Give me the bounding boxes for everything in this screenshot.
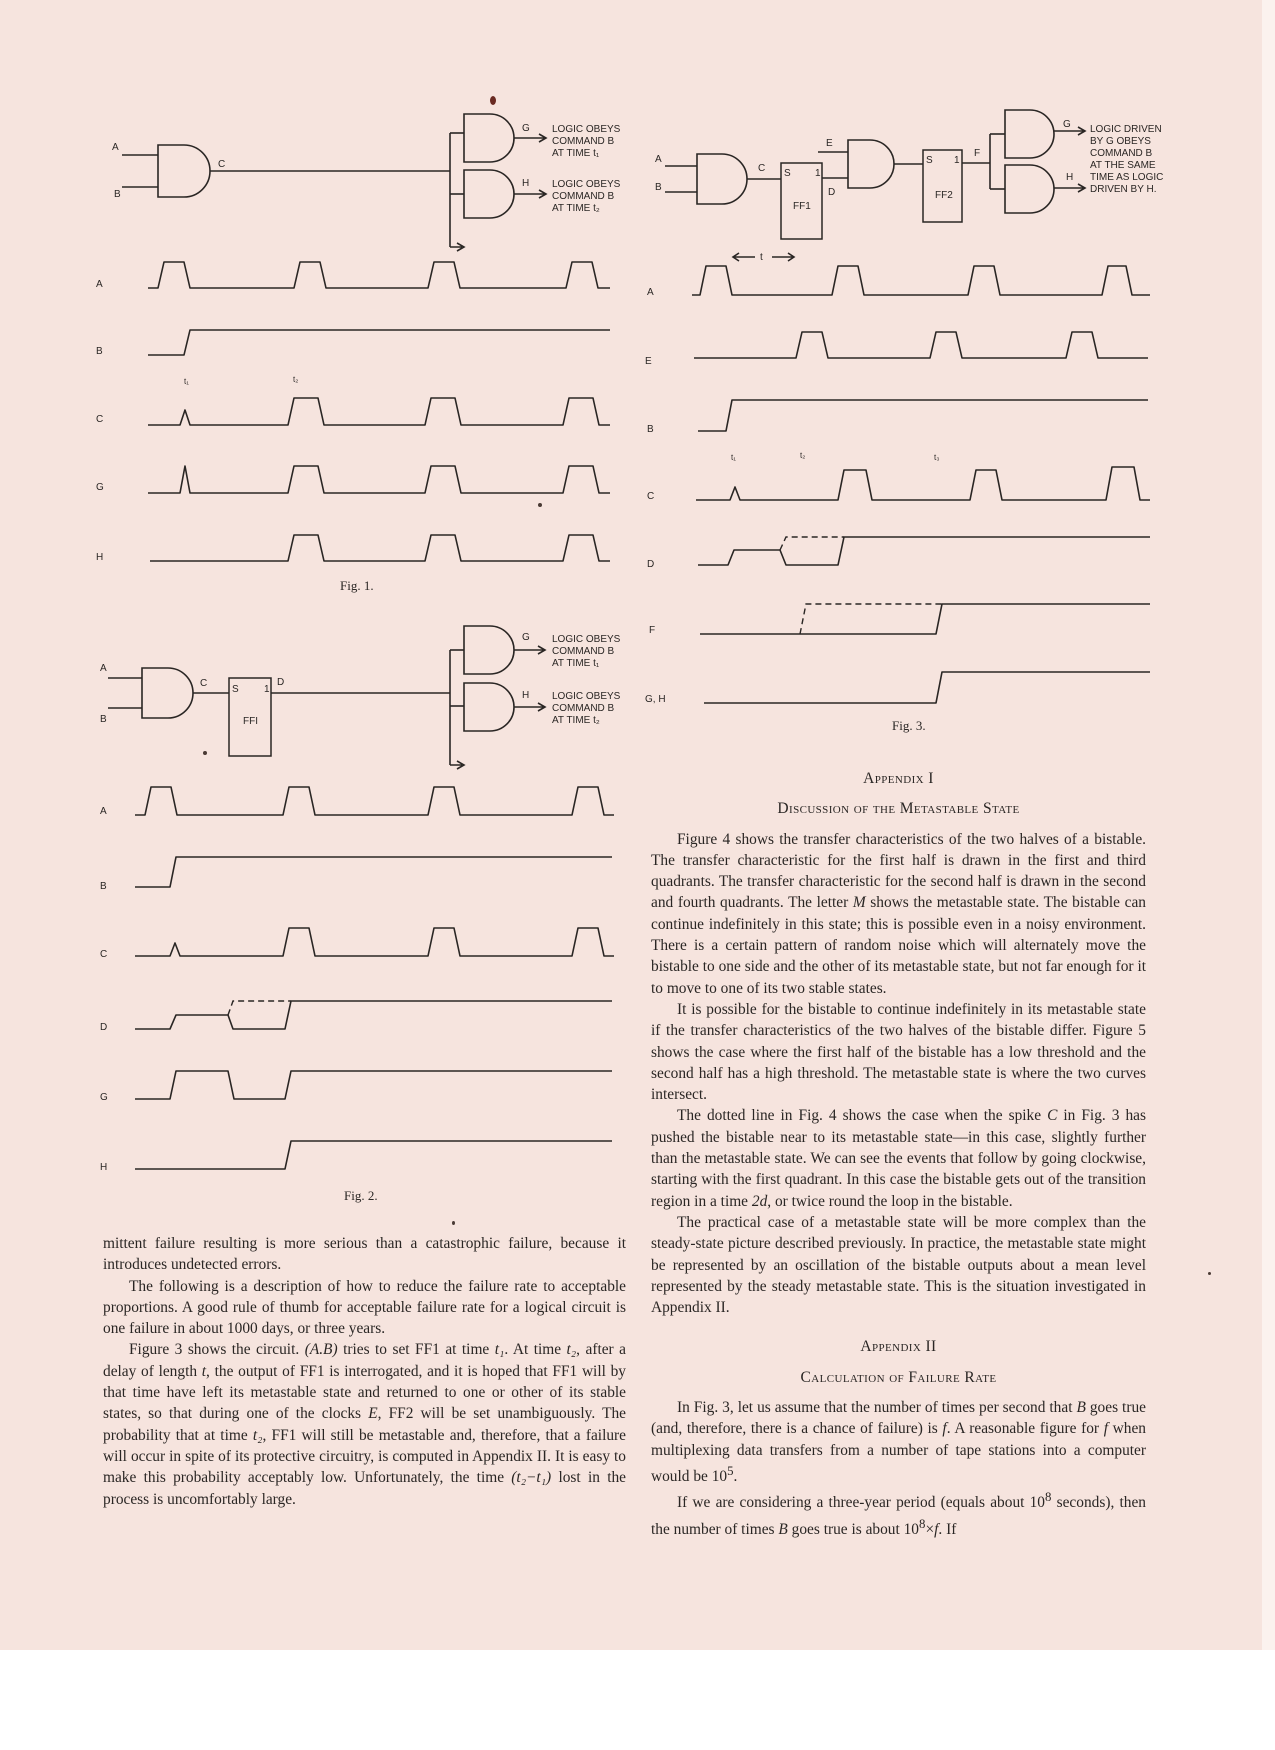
ink-speck [203,751,207,755]
fig3-sig-d: D [647,559,655,570]
fig2-sig-b: B [100,881,107,892]
fig2-ff-1: 1 [264,684,270,695]
fig1-wave-c [148,398,610,425]
fig2-g-note-3: AT TIME t₁ [552,658,600,669]
fig1-g-note-2: COMMAND B [552,136,615,147]
fig1-h-note-1: LOGIC OBEYS [552,179,621,190]
fig3-gate-h [1005,165,1054,213]
fig3-out-g-label: G [1063,119,1071,130]
fig3-note-6: DRIVEN BY H. [1090,184,1157,195]
fig3-out-h-label: H [1066,172,1074,183]
fig2-wave-b [135,857,612,887]
fig2-and-gate [142,668,193,718]
fig3-wave-d [698,537,1150,565]
fig3-timing [645,266,1150,733]
fig2-gate-h [464,683,514,731]
fig3-note-2: BY G OBEYS [1090,136,1151,147]
fig3-sig-b: B [647,424,654,435]
fig2-ff-out-d: D [277,677,285,688]
fig3-input-a-label: A [655,154,662,165]
right-paragraph-6: If we are considering a three-year period (equals about $10^8$ seconds), then the number of times B goes true is about $10^8\times f$. If [651,1490,1146,1538]
fig3-note-4: AT THE SAME [1090,160,1156,171]
fig3-wave-f [700,604,1150,634]
fig3-and-gate [697,154,747,204]
fig2-sig-a: A [100,806,107,817]
fig2-circuit [100,626,621,769]
right-text-column [651,768,1146,1540]
fig2-sig-c: C [100,949,108,960]
fig2-ff-s: S [232,684,239,695]
fig2-wave-g [135,1071,612,1099]
right-paragraph-2: It is possible for the bistable to continue indefinitely in its metastable state if the transfer characteristics of the two halves of the bistable differ. Figure 5 shows the case where the first half of the bistable has a low threshold and the second half has a high threshold. The metastable state is where the two curves intersect. [651,1000,1146,1104]
appendix1-subtitle: Discussion of the Metastable State [777,800,1020,818]
fig3-ff2-1: 1 [954,155,960,166]
fig3-interval-label: t [760,252,763,263]
fig2-h-note-1: LOGIC OBEYS [552,691,621,702]
fig1-wave-b [148,330,610,355]
fig3-ff2-name: FF2 [935,190,953,201]
fig1-gate-h [464,170,514,218]
fig1-wave-g [148,466,610,493]
fig3-wave-c [696,467,1150,500]
fig3-gate-c-label: C [758,163,766,174]
right-paragraph-3: The dotted line in Fig. 4 shows the case when the spike C in Fig. 3 has pushed the bistable near to its metastable state—in this case, slightly further than the metastable state. We can see the events that follow by going clockwise, starting with the first quadrant. In this case the bistable gets out of the transition region in a time 2d, or twice round the loop in the bistable. [651,1107,1146,1210]
fig2-wave-d [135,1001,612,1029]
fig2-sig-h: H [100,1162,108,1173]
fig1-out-g-label: G [522,123,530,134]
fig2-input-b-label: B [100,714,107,725]
fig2-wave-c [135,928,614,956]
fig3-sig-c: C [647,491,655,502]
fig1-sig-g: G [96,482,104,493]
right-paragraph-1: Figure 4 shows the transfer characteristics of the two halves of a bistable. The transfer characteristic for the first half is drawn in the first and third quadrants. The transfer characteristic for the second half is drawn in the second and fourth quadrants. The letter M shows the metastable state. The bistable can continue indefinitely in this state; this is possible even in a noisy environment. There is a certain pattern of random noise which will alternately move the bistable to one side and the other of its metastable state, but not far enough for it to move to one of its two stable states. [651,830,1146,997]
fig3-clock-e: E [826,138,833,149]
fig3-ff1-s: S [784,168,791,179]
right-paragraph-5: In Fig. 3, let us assume that the number of times per second that B goes true (and, therefore, there is a chance of failure) is f. A reasonable figure for f when multiplexing data transfers from a number of tape stations into a computer would be $10^5$. [651,1399,1146,1486]
fig1-sig-h: H [96,552,104,563]
fig2-out-h-label: H [522,690,530,701]
fig3-time-t2: t₂ [800,451,806,460]
fig2-wave-d-dotted [228,1001,291,1015]
fig2-caption: Fig. 2. [344,1188,378,1203]
fig3-sig-f: F [649,625,656,636]
fig1-out-h-label: H [522,178,530,189]
left-text-column [103,1233,626,1510]
fig2-gate-g [464,626,514,674]
fig1-time-t1: t₁ [184,377,189,386]
ink-speck [1208,1272,1211,1275]
ink-speck [538,503,542,507]
fig1-h-note-3: AT TIME t₂ [552,203,600,214]
fig1-input-b-label: B [114,189,121,200]
fig3-wave-b [698,400,1148,431]
fig2-h-note-3: AT TIME t₂ [552,715,600,726]
fig2-out-g-label: G [522,632,530,643]
fig3-wave-gh [704,672,1150,703]
appendix2-subtitle: Calculation of Failure Rate [800,1368,997,1386]
fig3-wave-e [694,332,1148,358]
ink-mark [490,96,496,105]
fig3-ff1-out-d: D [828,187,836,198]
fig2-g-note-2: COMMAND B [552,646,615,657]
fig3-ff2-out-f: F [974,148,981,159]
fig3-sig-e: E [645,356,652,367]
fig3-note-5: TIME AS LOGIC [1090,172,1164,183]
left-paragraph-1: mittent failure resulting is more serious than a catastrophic failure, because it introduces undetected errors. [103,1235,626,1274]
fig3-circuit [655,110,1163,263]
right-paragraph-4: The practical case of a metastable state will be more complex than the steady-state picture described previously. In practice, the metastable state might be represented by an oscillation of the bistable outputs about a mean level represented by the steady metastable state. This is the situation investigated in Appendix II. [651,1213,1146,1317]
fig2-sig-d: D [100,1022,108,1033]
fig3-ff1-1: 1 [815,168,821,179]
fig3-gate-g [1005,110,1054,158]
fig3-wave-d-dotted [780,537,844,550]
fig1-h-note-2: COMMAND B [552,191,615,202]
fig1-gate-g [464,114,514,162]
fig3-caption: Fig. 3. [892,718,926,733]
fig1-input-a-label: A [112,142,119,153]
fig3-time-t3: t₃ [934,453,940,462]
fig3-time-t1: t₁ [731,453,736,462]
fig1-sig-b: B [96,346,103,357]
fig1-sig-c: C [96,414,104,425]
fig2-ff-name: FFI [243,716,258,727]
fig3-sig-a: A [647,287,654,298]
fig1-caption: Fig. 1. [340,578,374,593]
fig2-input-a-label: A [100,663,107,674]
fig1-g-note-3: AT TIME t₁ [552,148,600,159]
fig2-h-note-2: COMMAND B [552,703,615,714]
fig1-gate-c-label: C [218,159,226,170]
fig1-sig-a: A [96,279,103,290]
fig3-input-b-label: B [655,182,662,193]
fig3-ff1-name: FF1 [793,201,811,212]
fig2-gate-c-label: C [200,678,208,689]
fig1-wave-a [148,262,610,288]
ink-speck [452,1221,455,1225]
fig1-and-gate [158,145,210,197]
fig1-wave-h [150,535,610,561]
appendix2-title: Appendix II [860,1338,937,1356]
appendix1-title: Appendix I [863,770,934,787]
fig2-timing [100,787,614,1203]
left-paragraph-2: The following is a description of how to reduce the failure rate to acceptable proportions. A good rule of thumb for acceptable failure rate for a logical circuit is one failure in about 1000 days, or three years. [103,1277,626,1338]
fig3-wave-f-dotted [800,604,942,634]
fig3-wave-a [692,266,1150,295]
fig2-wave-a [135,787,614,815]
left-paragraph-3: Figure 3 shows the circuit. (A.B) tries to set FF1 at time t₁. At time t₂, after a delay of length t, the output of FF1 is interrogated, and it is hoped that FF1 will by that time have left its metastable state and returned to one or other of its stable states, so that during one of the clocks E, FF2 will be set unambiguously. The probability that at time t₂, FF1 will still be metastable and, therefore, that a failure will occur in spite of its protective circuitry, is computed in Appendix II. It is easy to make this probability acceptably low. Unfortunately, the time (t₂−t₁) lost in the process is uncomfortably large. [103,1341,626,1508]
fig1-timing [96,262,610,593]
fig3-sig-gh: G, H [645,694,666,705]
fig1-circuit [112,114,621,251]
fig2-sig-g: G [100,1092,108,1103]
fig3-ff2-s: S [926,155,933,166]
fig1-g-note-1: LOGIC OBEYS [552,124,621,135]
fig2-wave-h [135,1141,612,1169]
fig3-interval-arrow [733,253,794,261]
fig2-g-note-1: LOGIC OBEYS [552,634,621,645]
fig3-note-1: LOGIC DRIVEN [1090,124,1162,135]
fig1-time-t2: t₂ [293,375,299,384]
fig3-and-gate-2 [848,140,894,188]
fig3-note-3: COMMAND B [1090,148,1153,159]
